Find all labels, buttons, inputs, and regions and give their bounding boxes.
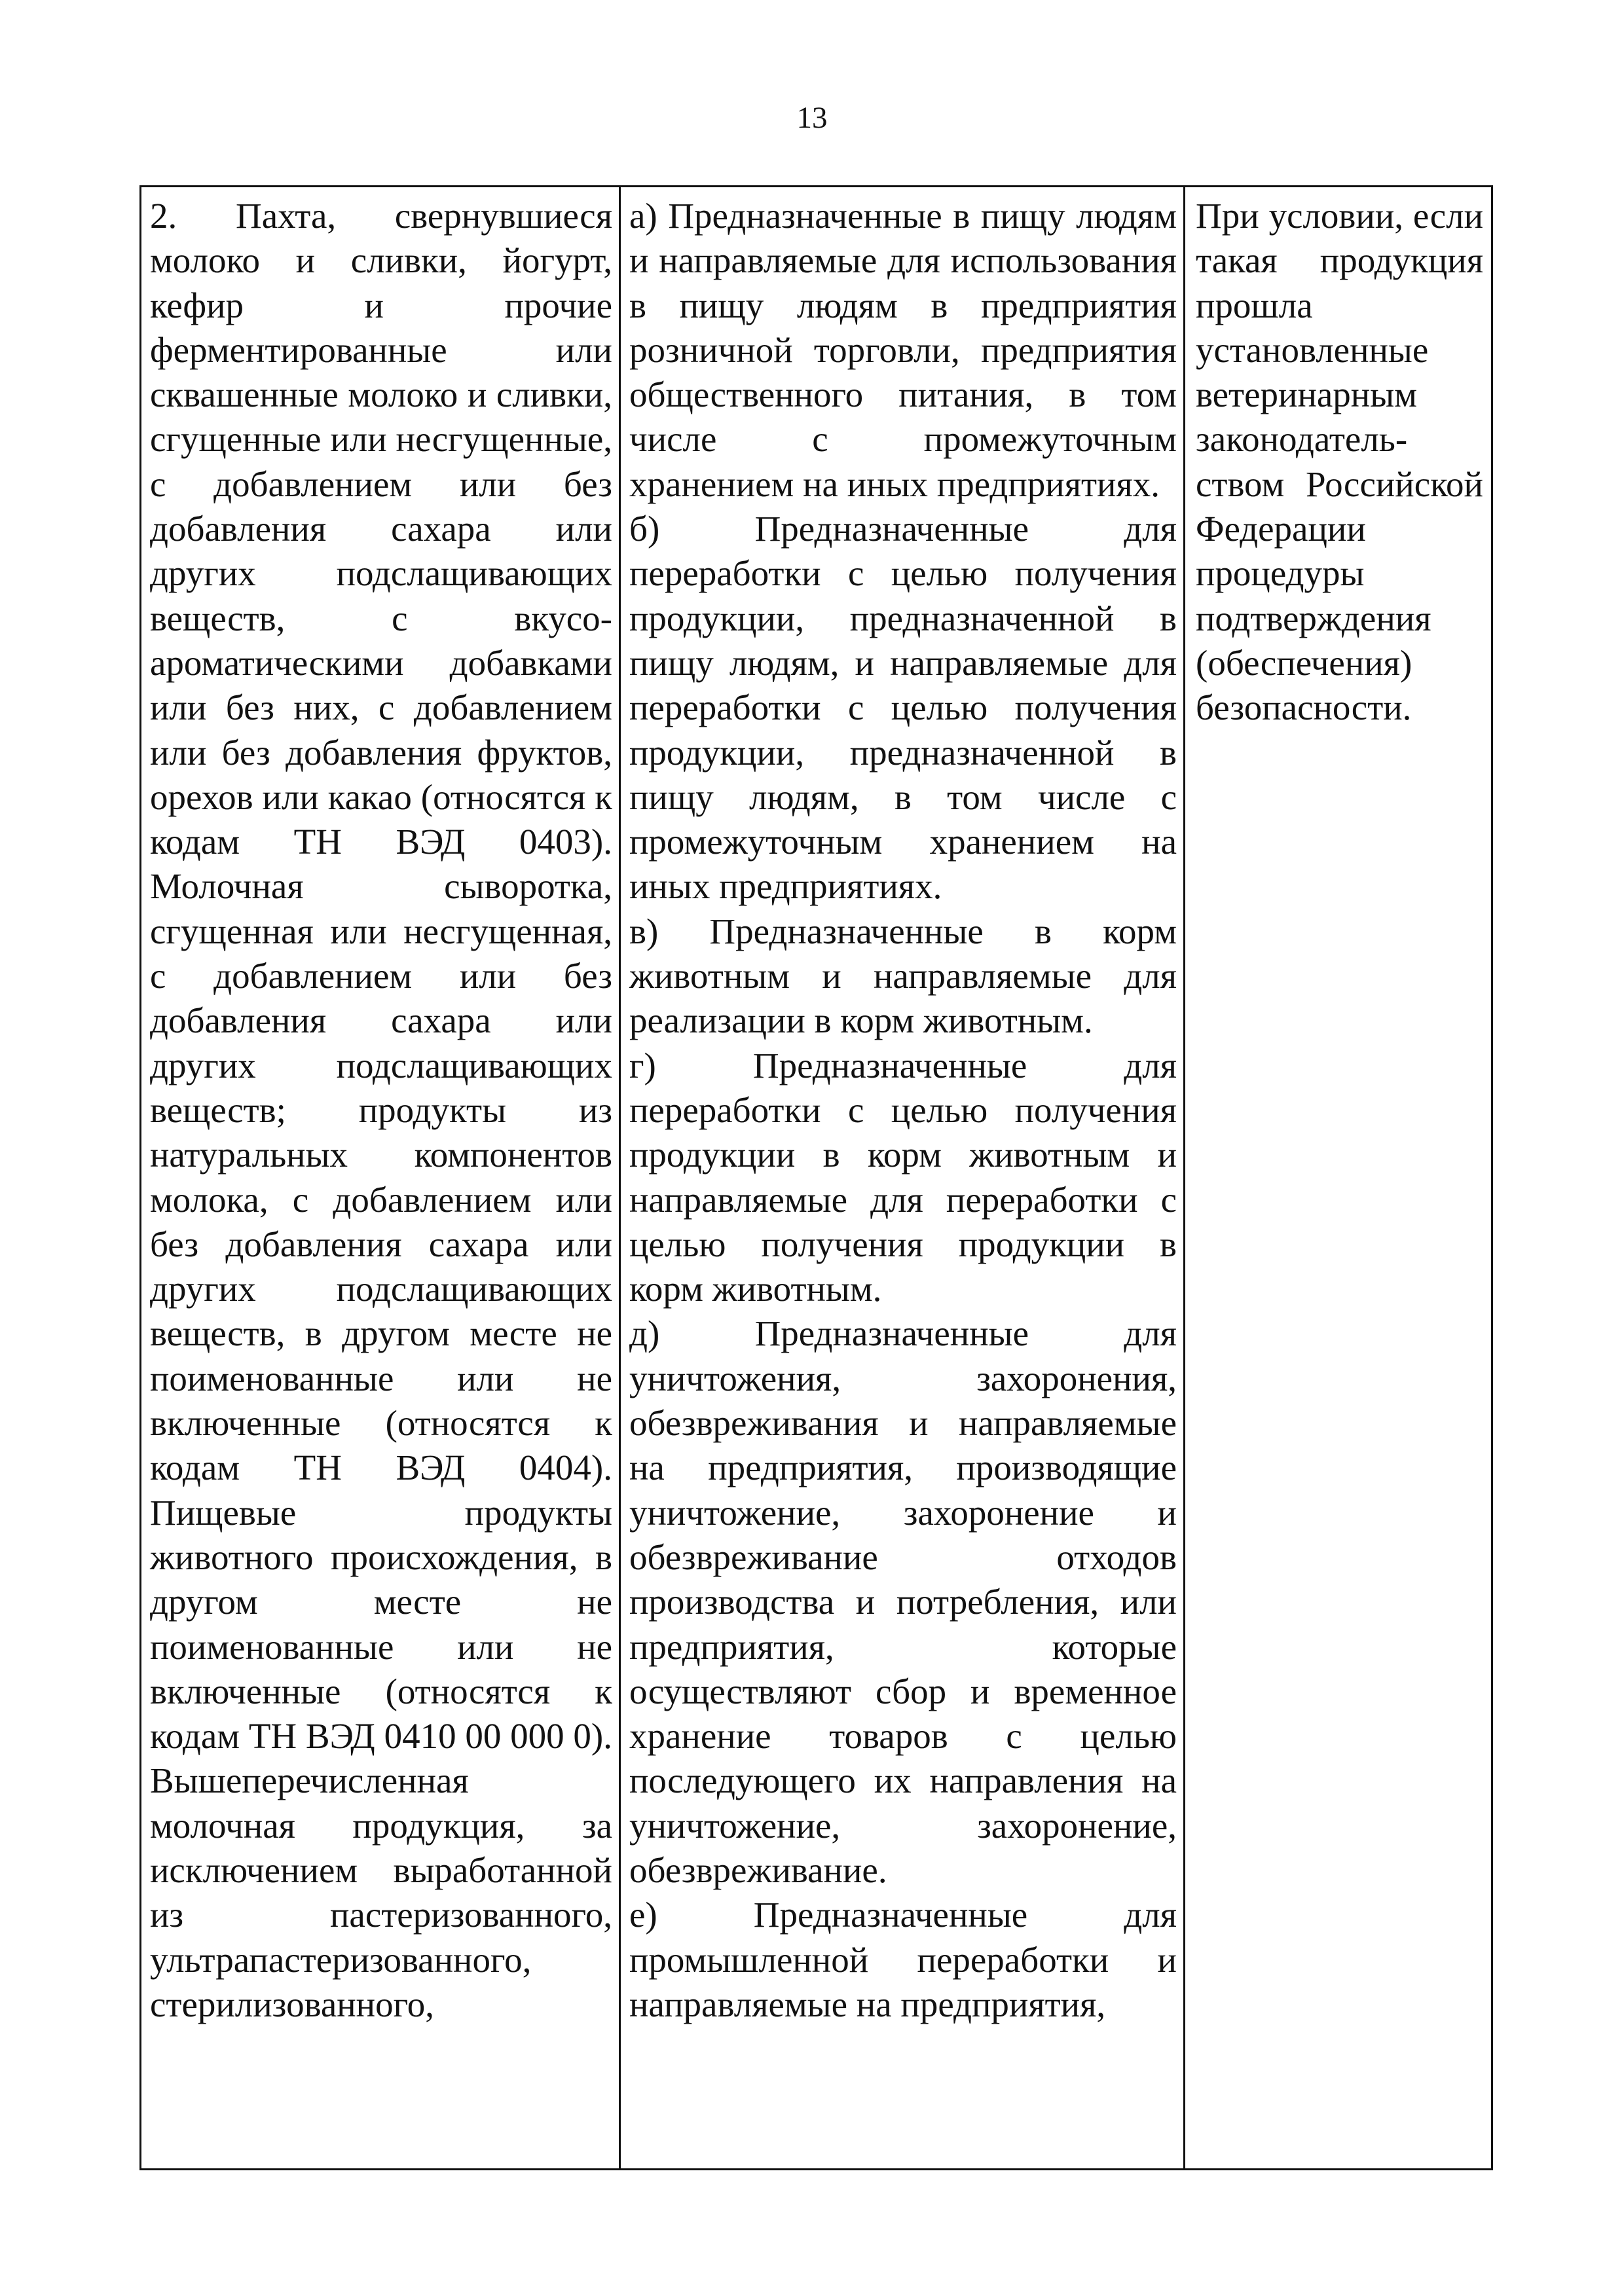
condition-text: При условии, если такая продукция прошла установленные ветеринарным законодатель-ством Российской Федерации процедуры подтверждения (обеспечения) безопасности. — [1196, 196, 1483, 728]
purpose-item-d: д) Предназначенные для уничтожения, захоронения, обезвреживания и направляемые на предприятия, производящие уничтожение, захоронение и обезвреживание отходов производства и потребления, или предприятия, которые осуществляют сбор и временное хранение товаров с целью последующего их направления на уничтожение, захоронение, обезвреживание. — [629, 1313, 1177, 1890]
purpose-item-v: в) Предназначенные в корм животным и направляемые для реализации в корм животным. — [629, 911, 1177, 1041]
purpose-item-b: б) Предназначенные для переработки с целью получения продукции, предназначенной в пищу людям, и направляемые для переработки с целью получения продукции, предназначенной в пищу людям, в том числе с промежуточным хранением на иных предприятиях. — [629, 509, 1177, 907]
purposes-column — [619, 187, 1183, 2168]
product-description-column — [141, 187, 619, 2168]
purpose-item-g: г) Предназначенные для переработки с целью получения продукции в корм животным и направляемые для переработки с целью получения продукции в корм животным. — [629, 1045, 1177, 1309]
page-number: 13 — [796, 101, 828, 135]
regulation-table — [139, 185, 1493, 2170]
condition-column — [1183, 187, 1491, 2168]
purpose-item-a: а) Предназначенные в пищу людям и направляемые для использования в пищу людям в предприятия розничной торговли, предприятия общественного питания, в том числе с промежуточным хранением на иных предприятиях. — [629, 196, 1177, 504]
product-description-text: 2. Пахта, свернувшиеся молоко и сливки, йогурт, кефир и прочие ферментированные или сквашенные молоко и сливки, сгущенные или несгущенные, с добавлением или без добавления сахара или других подслащивающих веществ, с вкусо-ароматическими добавками или без них, с добавлением или без добавления фруктов, орехов или какао (относятся к кодам ТН ВЭД 0403). Молочная сыворотка, сгущенная или несгущенная, с добавлением или без добавления сахара или других подслащивающих веществ; продукты из натуральных компонентов молока, с добавлением или без добавления сахара или других подслащивающих веществ, в другом месте не поименованные или не включенные (относятся к кодам ТН ВЭД 0404). Пищевые продукты животного происхождения, в другом месте не поименованные или не включенные (относятся к кодам ТН ВЭД 0410 00 000 0). Вышеперечисленная молочная продукция, за исключением выработанной из пастеризованного, ультрапастеризованного, стерилизованного, — [150, 196, 612, 2024]
purpose-item-e: е) Предназначенные для промышленной переработки и направляемые на предприятия, — [629, 1895, 1177, 2024]
